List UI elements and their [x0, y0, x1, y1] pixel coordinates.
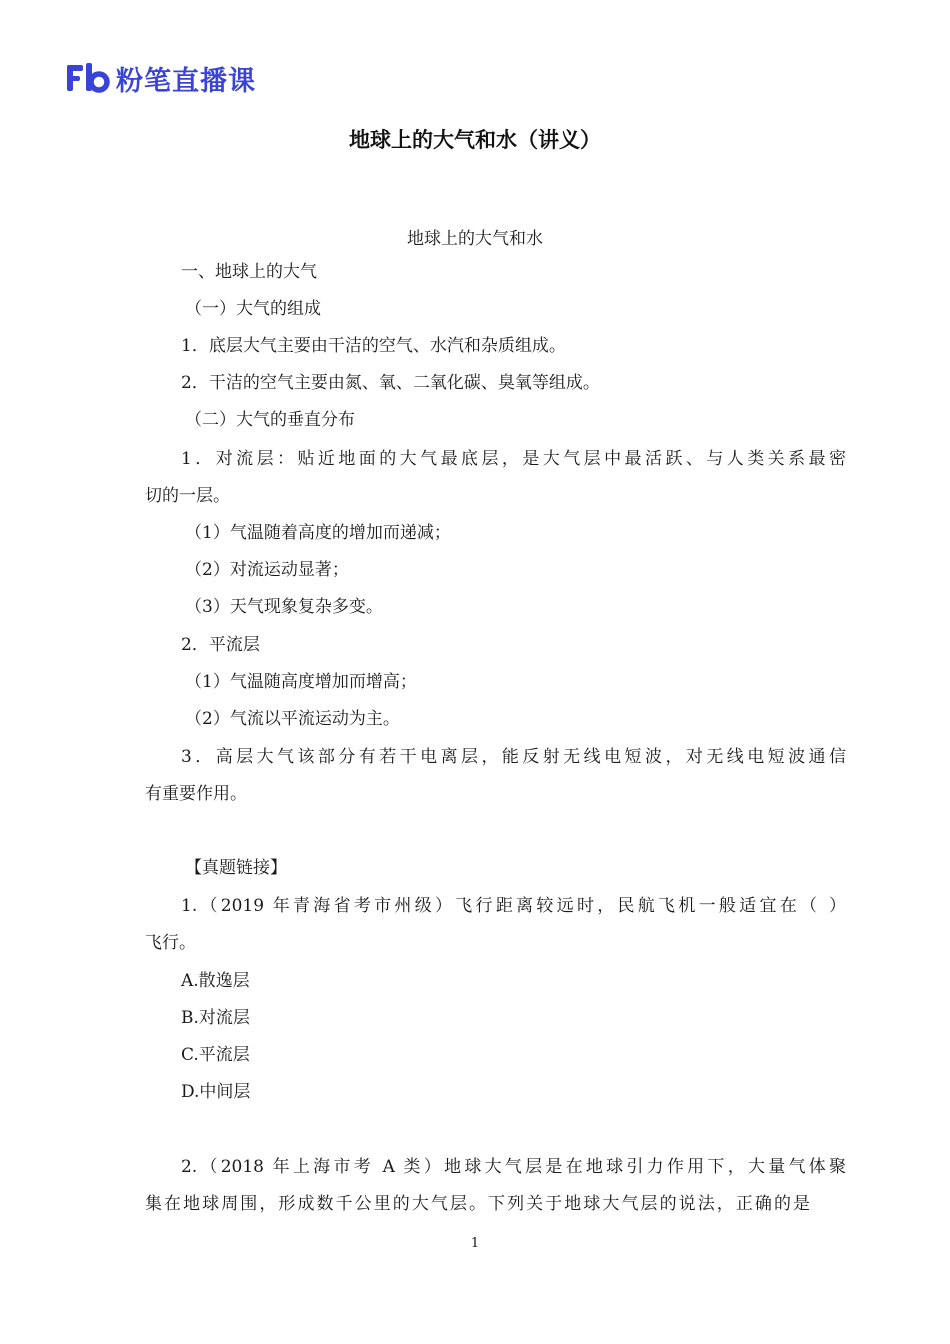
brand-logo: [66, 60, 256, 96]
paragraph-continuation: 切的一层。: [145, 486, 230, 506]
paragraph-continuation: 有重要作用。: [145, 784, 247, 804]
paragraph: 3．高层大气该部分有若干电离层，能反射无线电短波，对无线电短波通信: [181, 747, 846, 767]
paragraph: 1．底层大气主要由干洁的空气、水汽和杂质组成。: [181, 336, 566, 356]
fb-logo-icon: [66, 62, 110, 94]
list-item: （2）对流运动显著；: [185, 560, 349, 580]
logo-text: 粉笔直播课: [116, 65, 256, 97]
paragraph: 1．对流层：贴近地面的大气最底层，是大气层中最活跃、与人类关系最密: [181, 449, 846, 469]
list-item: （3）天气现象复杂多变。: [185, 597, 383, 617]
heading-atmosphere: 一、地球上的大气: [181, 262, 317, 282]
section-title: 地球上的大气和水: [407, 229, 543, 249]
question-text: 1.（2019 年青海省考市州级）飞行距离较远时，民航飞机一般适宜在（ ）: [181, 896, 846, 916]
question-text: 2.（2018 年上海市考 A 类）地球大气层是在地球引力作用下，大量气体聚: [181, 1157, 846, 1177]
paragraph: 2．平流层: [181, 635, 260, 655]
option-b: B.对流层: [181, 1008, 250, 1028]
list-item: （1）气温随高度增加而增高；: [185, 672, 417, 692]
option-d: D.中间层: [181, 1082, 251, 1102]
subheading-vertical-distribution: （二）大气的垂直分布: [185, 410, 355, 430]
list-item: （1）气温随着高度的增加而递减；: [185, 523, 451, 543]
list-item: （2）气流以平流运动为主。: [185, 709, 400, 729]
option-a: A.散逸层: [181, 971, 250, 991]
section-heading-exam-links: 【真题链接】: [185, 858, 287, 878]
question-text-continuation: 集在地球周围，形成数千公里的大气层。下列关于地球大气层的说法，正确的是: [145, 1194, 810, 1214]
page-number: 1: [470, 1236, 480, 1251]
option-c: C.平流层: [181, 1045, 250, 1065]
question-text-continuation: 飞行。: [145, 933, 196, 953]
paragraph: 2．干洁的空气主要由氮、氧、二氧化碳、臭氧等组成。: [181, 373, 600, 393]
subheading-composition: （一）大气的组成: [185, 299, 321, 319]
document-title: 地球上的大气和水（讲义）: [349, 128, 601, 152]
